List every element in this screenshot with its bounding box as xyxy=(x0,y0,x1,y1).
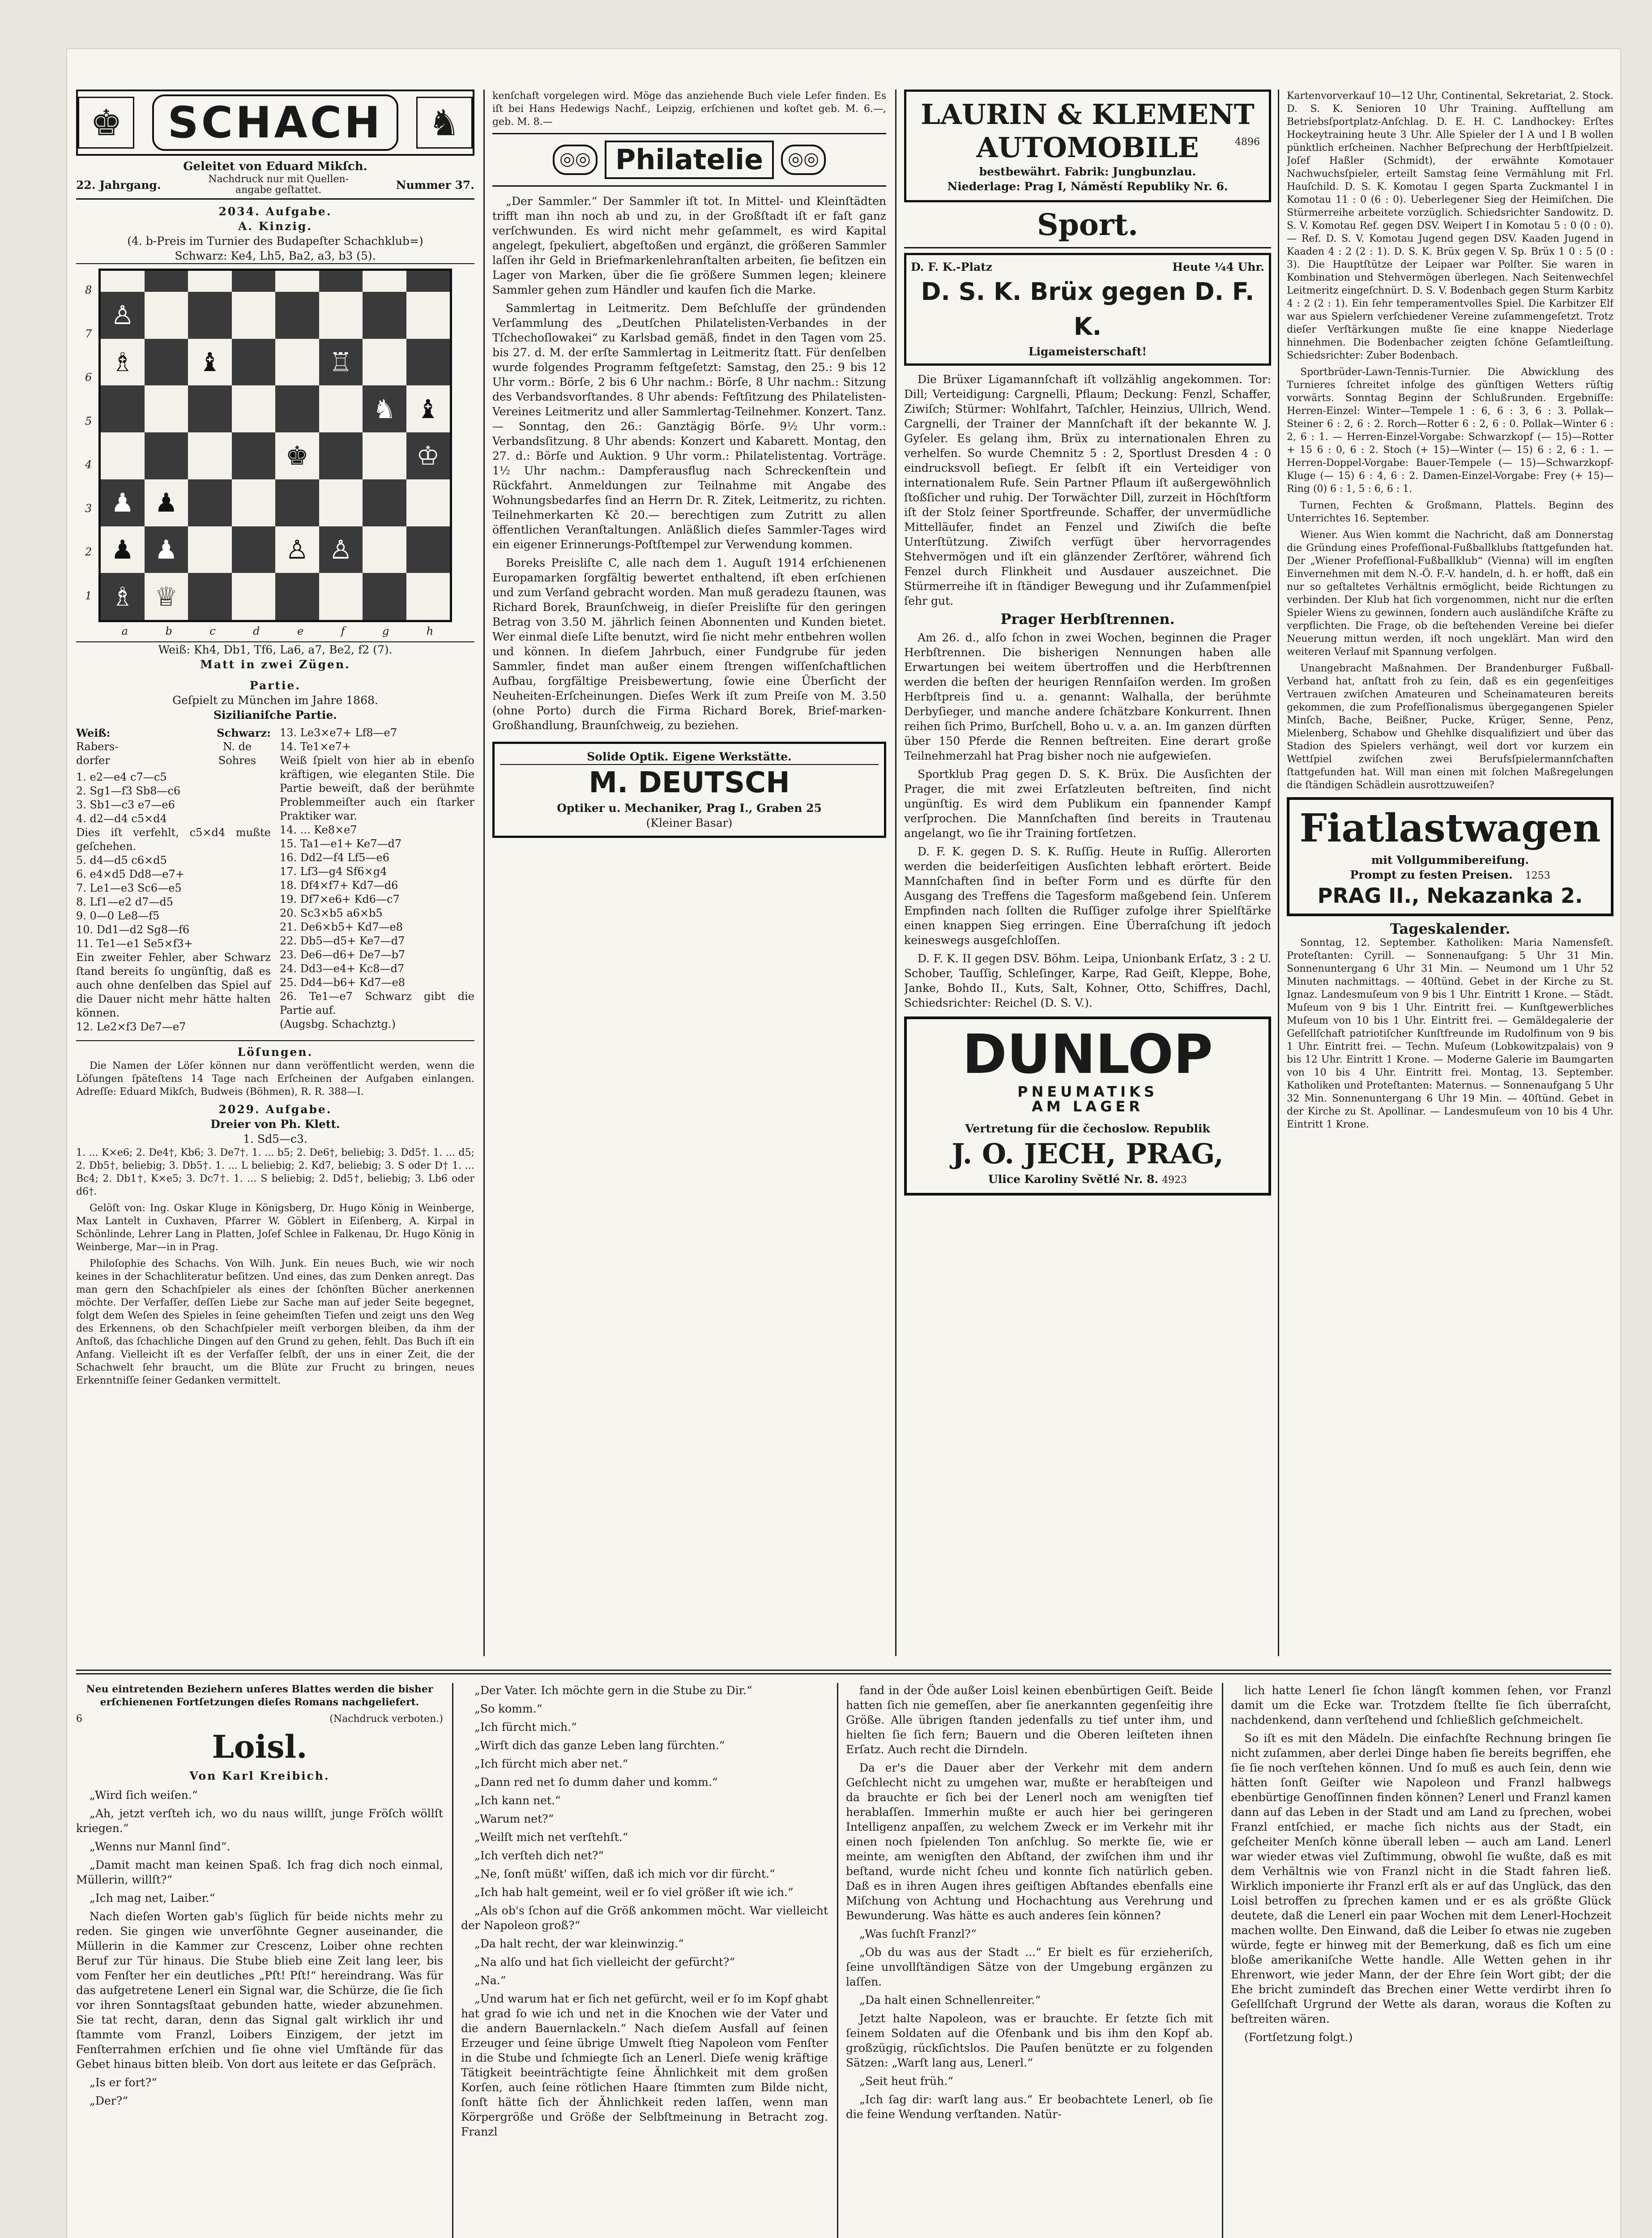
right-column xyxy=(1287,90,1614,1661)
story-paragraph: „Ob du was aus der Stadt ...“ Er bielt es für erzieheriſch, ſeine unvollſtändigen Sätze von der Umgebung ergänzen zu laſſen. xyxy=(846,1946,1213,1988)
story-paragraph: „Na alſo und hat ſich vielleicht der gefürcht?“ xyxy=(474,1956,735,1969)
story-paragraph: (Fortſetzung folgt.) xyxy=(1244,2031,1353,2044)
sport-body: Die Brüxer Ligamannſchaft iſt vollzählig angekommen. Tor: Dill; Verteidigung: Cargnelli, Pflaum; Deckung: Fenzl, Schaffer, Ziwiſch; Stürmer: Wohlfahrt, Taſchler, Heinzius, Ullrich, Wend. Cargnelli, der Trainer der Mannſchaft iſt der bekannte W. J. Gyſeler. Es gelang ihm, Brüx zu internationalen Ehren zu verhelfen. So wurde Chemnitz 5 : 2, Sportlust Dresden 4 : 0 eindrucksvoll beſiegt. Er ſelbſt iſt ein Verteidiger von internationalem Rufe. Sein Partner Pflaum iſt außergewöhnlich ſtoßſicher und ruhig. Der Torwächter Dill, zurzeit in Höchſtform iſt der Stolz ſeiner Sportfreunde. Schaffer, der unvermüdliche Mittelläufer, findet an Fenzel und Ziwiſch die beſte Unterſtützung. Ziwiſch verfügt über hervorragendes Stehvermögen und iſt ein glänzender Zerſtörer, während ſich Fenzel durch Flinkheit und Ausdauer auszeichnet. Die Stürmerreihe iſt in ſtändiger Bewegung und ihr Zuſammenſpiel ſehr gut. xyxy=(904,373,1271,607)
white-player: Rabers-dorfer xyxy=(76,740,119,767)
moves-left-list xyxy=(76,770,271,1034)
story-paragraph: „Na.“ xyxy=(474,1974,506,1987)
game-move: 25. Dd4—b6+ Kd7—e8 xyxy=(280,976,406,989)
board-square xyxy=(188,385,232,432)
game-move: 14. Te1×e7+ xyxy=(280,740,351,753)
chess-year: 22. Jahrgang. xyxy=(76,178,161,192)
board-square xyxy=(275,573,319,620)
dfk-text: D. F. K. gegen D. S. K. Ruſſig. Heute in Ruſſig. Allerorten werden die beiderſeitigen Ausſichten lebhaft erörtert. Beide Mannſchaften ſind in beſter Form und es dürfte für den Ausgang des Treffens die Tagesform maßgebend ſein. Unſerem Empfinden nach ſollten die Ruſſiger zufolge ihrer Spielſtärke einen knappen Sieg erringen. Eine Überraſchung iſt jedoch keineswegs ausgeſchloſſen. xyxy=(904,845,1271,947)
feuilleton-title: Loisl. xyxy=(212,1728,307,1765)
vienna-text: Wiener. Aus Wien kommt die Nachricht, daß am Donnerstag die Gründung eines Profeſſional-Fußballklubs ſtattgefunden hat. Der „Wiener Profeſſional-Fußballklub“ (Vienna) will im engſten Einvernehmen mit dem N.-Ö. F.-V. handeln, d. h. er hofft, daß ein nur so geſtaltetes Verhältnis ermöglicht, beide Richtungen zu verbinden. Der Klub hat ſich vorgenommen, nicht nur die erſten Spieler Wiens zu gewinnen, ſondern auch ausländiſche Kräfte zu verpflichten. Die Frage, ob die beſtehenden Vereine bei dieſer Neuerung mittun werden, iſt noch ungeklärt. Man wird den weiteren Verlauf mit Spannung verfolgen. xyxy=(1287,530,1614,658)
game-moves-right xyxy=(280,726,474,1034)
story-paragraph: „Als ob's ſchon auf die Größ ankommen möcht. War vielleicht der Napoleon groß?“ xyxy=(461,1904,828,1932)
chess-piece-icon: ♟ xyxy=(111,534,134,565)
feuilleton-col-4-text xyxy=(1231,1683,1611,2045)
chess-piece-icon: ♚ xyxy=(285,440,309,471)
races-heading: Prager Herbſtrennen. xyxy=(1000,611,1175,628)
mate-line: Matt in zwei Zügen. xyxy=(200,658,350,671)
feuilleton-col-3 xyxy=(846,1683,1213,2238)
chapter-number: 6 xyxy=(76,1713,82,1725)
chess-editor: Geleitet von Eduard Mikſch. xyxy=(183,160,367,173)
fiat-brand: Fiatlastwagen xyxy=(1299,806,1601,851)
board-square xyxy=(101,432,145,479)
board-square xyxy=(319,432,363,479)
solution-2029-key: 1. Sd5—c3. xyxy=(243,1132,307,1145)
story-paragraph: Nach dieſen Worten gab's ſüglich für beide nichts mehr zu reden. Sie gingen wie unverſöhnte Gegner auseinander, die Müllerin in die Kammer zur Crescenz, Loiber ohne rechten Beruf zur Tür hinaus. Die Stube blieb eine Zeit lang leer, bis vom Fenſter her ein deutliches „Pſt! Pſt!“ hereindrang. Was für das aufgetretene Lenerl ein Signal war, die Schürze, die ſie ſich vor ihren Sonntagsſtaat gebunden hatte, wieder abzunehmen. Sie tat recht, daran, denn das Signal galt wirklich ihr und ſtammte vom Franzl, Loibers Einzigem, der jetzt im Fenſterrahmen erſchien und ſie ohne viel Umſtände für das Gebet hinaus bitten bleib. Von dort aus leitete er das Geſpräch. xyxy=(76,1910,443,2071)
story-paragraph: „Was ſuchſt Franzl?“ xyxy=(859,1927,977,1940)
solution-2029-author: Dreier von Ph. Klett. xyxy=(210,1118,340,1131)
board-square xyxy=(319,271,363,292)
board-square xyxy=(406,573,450,620)
story-paragraph: „Seit heut früh.“ xyxy=(859,2075,953,2088)
game-move: 23. De6—d6+ De7—b7 xyxy=(280,948,406,961)
board-square xyxy=(275,479,319,526)
chess-piece-icon: ♟ xyxy=(111,487,134,518)
chess-board-wrap xyxy=(85,269,474,622)
publisher-note: kenſchaft vorgelegen wird. Möge das anziehende Buch viele Leſer finden. Es iſt bei Hans Hedewigs Nachf., Leipzig, erſchienen und koſtet geb. M. 6.—, geb. M. 8.— xyxy=(492,90,886,128)
measures-text: Unangebracht Maßnahmen. Der Brandenburger Fußball-Verband hat, anſtatt froh zu ſein, daß es ein gegenſeitiges Vertrauen zwiſchen Amateuren und Scheinamateuren bereits gekommen, die zum Profeſſionalismus übergegangenen Spieler Minſch, Bache, Beißner, Pucke, Krüger, Senne, Penz, Mielenberg, Schabow und Ghehlke disqualifiziert und über das Stadion des Spielers verhängt, weil dort vor kurzem ein Wettſpiel zwiſchen zwei Berufsſpielermannſchaften ſtattgefunden hat. Will man einen mit ſolchen Maßregelungen die ſtändigen Schädlein ausrottzuweiſen? xyxy=(1287,663,1614,791)
philosophy-text: Philoſophie des Schachs. Von Wilh. Junk. Ein neues Buch, wie wir noch keines in der Schachliteratur beſitzen. Und eines, das zum Denken anregt. Das man gern den Schachſpieler als eines der ſchönſten Bücher anerkennen möchte. Der Verfaſſer, deſſen Liebe zur Sache man auf jeder Seite begegnet, folgt dem Weſen des Spieles in ſeine geheimſten Tiefen und zeigt uns den Weg des Erkennens, ob den Schachſpieler meiſt verborgen bleiben, da ihm der Anſtoß, das ſchachliche Dingen auf den Grund zu gehen, fehlt. Das Buch iſt ein Anfang. Vielleicht iſt es der Verfaſſer ſelbſt, der uns in einer Zeit, die der Schachwelt ſehr braucht, um die Blüte zur Frucht zu bringen, neues Erkenntniſſe ſeiner Gedanken vermittelt. xyxy=(76,1258,474,1386)
chess-piece-icon: ♟ xyxy=(154,487,178,518)
board-square xyxy=(101,339,145,386)
game-move: 9. 0—0 Le8—f5 xyxy=(76,910,160,922)
chess-piece-icon: ♙ xyxy=(111,300,134,331)
board-square xyxy=(101,292,145,339)
black-player: N. de Sohres xyxy=(218,740,256,767)
column-rule xyxy=(1222,1683,1223,2238)
feuilleton-rule xyxy=(76,1670,1611,1671)
column-rule xyxy=(895,90,896,1656)
feuilleton-author: Von Karl Kreibich. xyxy=(189,1769,330,1782)
story-paragraph: „Ich verſteh dich net?“ xyxy=(474,1849,604,1862)
match-teams: D. S. K. Brüx gegen D. F. K. xyxy=(921,278,1255,341)
game-move: 17. Lf3—g4 Sf6×g4 xyxy=(280,865,387,878)
rank-label: 2 xyxy=(85,546,92,559)
board-square xyxy=(145,339,188,386)
game-move: Dies iſt verfehlt, c5×d4 mußte geſchehen. xyxy=(76,826,271,853)
game-move: 3. Sb1—c3 e7—e6 xyxy=(76,799,175,811)
board-square xyxy=(275,292,319,339)
file-labels xyxy=(103,624,452,639)
board-square xyxy=(319,479,363,526)
chess-piece-icon: ♗ xyxy=(111,346,134,377)
dunlop-line1: PNEUMATIKS xyxy=(1017,1083,1158,1100)
board-square xyxy=(145,385,188,432)
game-move: 6. e4×d5 Dd8—e7+ xyxy=(76,868,184,880)
dunlop-ad xyxy=(904,1016,1271,1196)
rank-label: 1 xyxy=(85,589,92,602)
game-move: 7. Le1—e3 Sc6—e5 xyxy=(76,882,182,894)
story-paragraph: „Wirſt dich das ganze Leben lang fürchten.“ xyxy=(474,1739,725,1752)
laurin-tagline: bestbewährt. Fabrik: Jungbunzlau. xyxy=(979,165,1196,178)
board-square xyxy=(101,271,145,292)
board-square xyxy=(188,271,232,292)
sport-right-text: Kartenvorverkauf 10—12 Uhr, Continental, Sekretariat, 2. Stock. D. S. K. Senioren 10 Uhr Training. Aufſtellung am Betriebsſportplatz-Anſchlag. D. E. H. C. Landhockey: Erſtes Hockeytraining heute 3 Uhr. Alle Spieler der I A und I B wollen pünktlich erſcheinen. Nachher Beſprechung der Herbſtſpielzeit. Joſef Haßler (Schmidt), der erwähnte Komotauer Nachwuchsſpieler, erteilt Samstag ſeine Vermählung mit Frl. Hauſchild. D. S. K. Komotau I gegen Sparta Zuckmantel I in Komotau 11 : 0 (6 : 0). Ueberlegener Sieg der Heimiſchen. Die Stürmerreihe arbeitete vorzüglich. Schiedsrichter Sandowitz. D. S. V. Komotau Ref. gegen DSV. Weipert I in Komotau 5 : 0 (0 : 0). — Ref. D. S. V. Komotau Jugend gegen DSV. Kaaden Jugend in Kaaden 4 : 2 (2 : 1). D. S. K. Brüx gegen V. Sp. Brüx 1 0 : 5 (0 : 3). Die Hauptſtütze der Leipaer war Polſter. Sie waren in Kombination und Stehvermögen überlegen. Nach Seitenwechſel Leitmeritz eingeſchnürt. D. S. V. Bodenbach gegen Sturm Karbitz 4 : 2 (2 : 1). Ein ſehr temperamentvolles Spiel. Die Karbitzer Elf war aus Spielern verſchiedener Vereine zuſammengeſetzt. Trotz dieſer Verſtärkungen mußte ſie eine knappe Niederlage hinnehmen. Die Bodenbacher zeigten ſchöne Geſamtleiſtung. Schiedsrichter: Zuber Bodenbach. xyxy=(1287,90,1614,361)
board-square xyxy=(319,339,363,386)
game-move: 2. Sg1—f3 Sb8—c6 xyxy=(76,785,181,797)
dunlop-address: Ulice Karoliny Světlé Nr. 8. xyxy=(988,1173,1159,1186)
game-place: Geſpielt zu München im Jahre 1868. xyxy=(172,694,378,707)
chess-title: SCHACH xyxy=(152,94,398,151)
philately-header xyxy=(492,133,886,187)
game-move: 10. Dd1—d2 Sg8—f6 xyxy=(76,923,190,936)
game-move: 18. Df4×f7+ Kd7—d6 xyxy=(280,879,398,892)
problem-prize: (4. b-Preis im Turnier des Budapeſter Schachklub=) xyxy=(127,235,423,248)
story-paragraph: lich hatte Lenerl ſie ſchon längſt kommen ſehen, vor Franzl damit um die Ecke war. Trotzdem ſtellte ſie ſich überraſcht, nachdenkend, dann verſtehend und ſchließlich geſchmeichelt. xyxy=(1231,1684,1611,1726)
chess-header xyxy=(76,90,474,156)
feuilleton-col-1-text xyxy=(76,1788,443,2108)
story-paragraph: „Der Vater. Ich möchte gern in die Stube zu Dir.“ xyxy=(474,1684,752,1697)
fiat-line2-row xyxy=(1294,867,1606,882)
board-square xyxy=(319,292,363,339)
board-square xyxy=(101,573,145,620)
game-move: (Augsbg. Schachztg.) xyxy=(280,1018,396,1030)
board-square xyxy=(188,292,232,339)
story-paragraph: „Und warum hat er ſich net gefürcht, weil er ſo im Kopf ghabt hat grad ſo wie ich und net in die Knochen wie der Vater und die andern Bauernlackeln.“ Nach dieſem Ausfall auf ſeinen Erzeuger und ſeine übrige Umwelt ſtieg Napoleon vom Fenſter in die Stube und ſchmiegte ſich an Lenerl. Dieſe wenig kräftige Tätigkeit beeinträchtigte ſeine Ähnlichkeit mit dem großen Korſen, auch ſeine rötlichen Haare ſtimmten zum Bilde nicht, ſonſt hätte ſich der Ähnlichkeit reden laſſen, wenn man Körpergröße und Größe der Selbſtmeinung in Betracht zog. Franzl xyxy=(461,1992,828,2138)
solution-2029-text: 1. ... K×e6; 2. De4†, Kb6; 3. De7†. 1. ... b5; 2. De6†, beliebig; 3. Dd5†. 1. ... d5; 2. Db5†, beliebig; 3. Db5†. 1. ... L beliebig; 2. Kd7, beliebig; 3. S oder D† 1. ... Bc4; 2. Db1†, K×e5; 3. Dc7†. 1. ... S beliebig; 2. Dd5†, beliebig; 3. Lb6 oder d6†. xyxy=(76,1147,474,1197)
white-player-label: Weiß: xyxy=(76,726,111,739)
board-square xyxy=(101,479,145,526)
story-paragraph: „Weilſt mich net verſtehſt.“ xyxy=(474,1831,628,1844)
feuilleton-notice: Neu eintretenden Beziehern unſeres Blattes werden die bisher erſchienenen Fortſetzungen dieſes Romans nachgeliefert. xyxy=(86,1683,433,1708)
newspaper-page xyxy=(67,49,1620,2238)
sportclub-text: Sportklub Prag gegen D. S. K. Brüx. Die Ausſichten der Prager, die mit zwei Erſatzleuten beſtreiten, ſind nicht ungünſtig. Es wird dem Publikum ein ſpannender Kampf verſprochen. Die Mannſchaften ſind bereits in Trautenau angelangt, wo ſie ihr Training fortſetzen. xyxy=(904,768,1271,840)
match-league: Ligameisterschaft! xyxy=(1028,345,1147,358)
laurin-brand: LAURIN & KLEMENT xyxy=(921,98,1255,131)
reprint-forbidden: (Nachdruck verboten.) xyxy=(329,1713,443,1725)
story-paragraph: „Ah, jetzt verſteh ich, wo du naus willſt, junge Fröſch wöllſt kriegen.“ xyxy=(76,1807,443,1835)
game-move: 26. Te1—e7 Schwarz gibt die Partie auf. xyxy=(280,990,474,1016)
dunlop-address-row xyxy=(911,1172,1264,1187)
fiat-code: 1253 xyxy=(1525,870,1550,881)
rank-label: 5 xyxy=(85,414,92,427)
board-square xyxy=(232,292,276,339)
match-top xyxy=(911,260,1264,274)
dunlop-code: 4923 xyxy=(1162,1175,1187,1186)
tennis-text: Sportbrüder-Lawn-Tennis-Turnier. Die Abwicklung des Turnieres ſchreitet infolge des günſtigen Wetters rüſtig vorwärts. Sonntag Beginn der Schlußrunden. Ergebniſſe: Herren-Einzel: Winter—Tempele 1 : 6, 6 : 3, 6 : 3. Pollak—Steiner 6 : 2, 6 : 2. Rorch—Rotter 6 : 2, 6 : 0. Pollak—Winter 6 : 2, 6 : 1. — Herren-Einzel-Vorgabe: Schwarzkopf (— 15)—Rotter + 15 6 : 0, 6 : 2. Stoch (+ 15)—Winter (— 15) 6 : 2, 6 : 1. — Herren-Doppel-Vorgabe: Bauer-Tempele (— 15)—Schwarzkopf-Kluge (— 15) 6 : 4, 6 : 2. Damen-Einzel-Vorgabe: Frey (+ 15)—Ring (0) 6 : 1, 5 : 6, 6 : 1. xyxy=(1287,367,1614,495)
board-square xyxy=(188,479,232,526)
story-paragraph: „Ich mag net, Laiber.“ xyxy=(90,1892,215,1905)
file-label: a xyxy=(121,625,128,637)
game-move: 21. De6×b5+ Kd7—e8 xyxy=(280,921,403,933)
story-paragraph: „So komm.“ xyxy=(474,1702,542,1715)
board-square xyxy=(188,432,232,479)
feuilleton-col-1 xyxy=(76,1683,443,2238)
philately-paragraph: „Der Sammler.“ Der Sammler iſt tot. In Mittel- und Kleinſtädten trifft man ihn noch ab und zu, in der Großſtadt iſt er faſt ganz verſchwunden. Es wird nicht mehr geſammelt, es wird Kapital angelegt, ſpekuliert, abgeſtoßen und ergänzt, die größeren Sammler laſſen ihr Geld in Briefmarkenlehranſtalten arbeiten, ſie beſitzen ein Lager von Marken, über die ſie größere Summen legen; kleinere Sammler gehen zum Händler und kaufen ſich die Marke. xyxy=(492,195,886,296)
board-square xyxy=(101,526,145,573)
file-label: d xyxy=(253,625,260,637)
board-square xyxy=(232,526,276,573)
optik-ad xyxy=(492,742,886,838)
problem-heading: 2034. Aufgabe. xyxy=(218,205,332,218)
optik-name: M. DEUTSCH xyxy=(589,766,790,799)
problem-author: A. Kinzig. xyxy=(238,220,313,233)
column-rule xyxy=(837,1683,838,2238)
fiat-ad xyxy=(1287,797,1614,916)
game-move: 24. Dd3—e4+ Kc8—d7 xyxy=(280,962,405,975)
board-square xyxy=(363,479,406,526)
board-square xyxy=(363,432,406,479)
chess-logo-icon-right: ♞ xyxy=(416,97,473,149)
board-square xyxy=(363,526,406,573)
philately-paragraph: Boreks Preisliſte C, alle nach dem 1. Auguſt 1914 erſchienenen Europamarken ſorgfältig bewertet enthaltend, iſt eben erſchienen und zum Verſand gebracht worden. Man muß geradezu ſtaunen, was Richard Borek, Braunſchweig, in dieſer Preisliſte für den geringen Betrag von 3.50 M. jährlich ſeinen Abonnenten und Kunden bietet. Wer einmal dieſe Liſte benutzt, wird ſie nicht mehr entbehren wollen und können. In dieſem Jahrbuch, einer Fundgrube für jeden Sammler, findet man außer einem ſtrengen wiſſenſchaftlichen Aufbau, ſorgfältige Preisbewertung, ſowie eine Überſicht der Neuheiten-Erſcheinungen. Dieſes Werk iſt zum Preiſe von M. 3.50 (ohne Porto) durch die Firma Richard Borek, Brief-marken-Großhandlung, Braunſchweig, zu beziehen. xyxy=(492,556,886,732)
story-paragraph: „Wenns nur Mannl ſind“. xyxy=(90,1840,231,1853)
laurin-branch: Niederlage: Prag I, Náměstí Republiky Nr. 6. xyxy=(947,180,1228,193)
story-paragraph: „Da halt einen Schnellenreiter.“ xyxy=(859,1994,1041,2007)
calendar-text: Sonntag, 12. September. Katholiken: Maria Namensfeſt. Proteſtanten: Cyrill. — Sonnenaufgang: 5 Uhr 31 Min. Sonnenuntergang 6 Uhr 31 Min. — Neumond um 1 Uhr 52 Minuten nachmittags. — 40ſtünd. Gebet in der Kirche zu St. Ignaz. Landesmuſeum von 9 bis 1 Uhr. Eintritt 1 Krone. — Städt. Muſeum von 9 bis 1 Uhr. Eintritt frei. — Kunſtgewerbliches Muſeum von 10 bis 1 Uhr. Eintritt frei. — Gemäldegalerie der Geſellſchaft patriotiſcher Kunſtfreunde im Rudolfinum von 9 bis 1 Uhr. Eintritt frei. — Techn. Muſeum (Lobkowitzpalais) von 9 bis 12 Uhr. Eintritt 1 Krone. — Moderne Galerie im Baumgarten von 10 bis 4 Uhr. Eintritt frei. Montag, 13. September. Katholiken und Proteſtanten: Maternus. — Sonnenaufgang 5 Uhr 32 Min. Sonnenuntergang 6 Uhr 19 Min. — 40ſtünd. Gebet in der Kirche zu St. Apollinar. — Landesmuſeum von 10 bis 4 Uhr. Eintritt 1 Krone. xyxy=(1287,937,1614,1130)
story-paragraph: „Ich ſag dir: warſt lang aus.“ Er beobachtete Lenerl, ob ſie die feine Wendung verſtanden. Natür- xyxy=(846,2093,1213,2121)
calendar-title: Tageskalender. xyxy=(1390,920,1511,937)
chess-number: Nummer 37. xyxy=(396,178,474,192)
file-label: f xyxy=(341,625,345,637)
board-square xyxy=(363,339,406,386)
game-move: Ein zweiter Fehler, aber Schwarz ſtand bereits ſo ungünſtig, daß es auch ohne denſelben das Spiel auf die Dauer nicht mehr hätte halten können. xyxy=(76,951,271,1019)
laurin-product-row xyxy=(911,131,1264,164)
column-rule xyxy=(483,90,485,1656)
laurin-product: AUTOMOBILE xyxy=(976,131,1199,164)
game-move: Weiß ſpielt von hier ab in ebenſo kräftigen, wie eleganten Stile. Die Partie beweiſt, daß der berühmte Problemmeiſter auch ein ſtarker Praktiker war. xyxy=(280,754,474,822)
fiat-line2: Prompt zu festen Preisen. xyxy=(1350,868,1513,881)
game-move: 4. d2—d4 c5×d4 xyxy=(76,812,167,825)
optik-note: (Kleiner Basar) xyxy=(646,816,733,829)
board-square xyxy=(275,339,319,386)
chess-piece-icon: ♔ xyxy=(416,440,440,471)
board-square xyxy=(145,271,188,292)
dfk2-text: D. F. K. II gegen DSV. Böhm. Leipa, Unionbank Erſatz, 3 : 2 U. Schober, Tauſſig, Schleſinger, Karpe, Rad Geiſt, Kleppe, Bohe, Janke, Bohdo II., Kuts, Salt, Kohner, Otto, Schiffres, Dachl, Schiedsrichter: Reichel (D. S. V.). xyxy=(904,952,1271,1009)
philately-paragraph: Sammlertag in Leitmeritz. Dem Beſchluſſe der gründenden Verſammlung des „Deutſchen Philatelisten-Verbandes in der Tſchechoſlowakei“ zu Karlsbad gemäß, findet in den Tagen vom 25. bis 27. d. M. der erſte Sammlertag in Leitmeritz ſtatt. Für denſelben wurde folgendes Programm feſtgeſetzt: Samstag, den 25.: 9 bis 12 Uhr vorm.: Börſe, 2 bis 6 Uhr nachm.: Börſe, 8 Uhr nachm.: Sitzung des Verbandsvorſtandes. 8 Uhr abends: Feſtſitzung des Philatelisten-Vereines Leitmeritz und aller Sammlertag-Teilnehmer. Konzert. Tanz. — Sonntag, den 26.: Ganztägig Börſe. 9½ Uhr vorm.: Verbandsſitzung. 8 Uhr abends: Konzert und Kabarett. Montag, den 27. d.: Börſe und Auktion. 9 Uhr vorm.: Philatelistentag. Vorträge. 1½ Uhr nachm.: Dampferausflug nach Schreckenſtein und Rückfahrt. Anmeldungen zur Teilnahme mit Angabe des Wohnungsbedarfes ſind an Herrn Dr. R. Zitek, Leitmeritz, zu richten. Teilnehmerkarten Kč 20.— berechtigen zum Zutritt zu allen öffentlichen Veranſtaltungen. Anläßlich dieſes Sammler-Tages wird ein eigener Erinnerungs-Poſtſtempel zur Verwendung kommen. xyxy=(492,302,886,551)
game-move: 20. Sc3×b5 a6×b5 xyxy=(280,907,383,919)
solutions-text: Die Namen der Löſer können nur dann veröffentlicht werden, wenn die Löſungen ſpäteſtens 14 Tage nach Erſcheinen der Aufgaben einlangen. Adreſſe: Eduard Mikſch, Budweis (Böhmen), R. R. 388—I. xyxy=(76,1060,474,1098)
board-square xyxy=(188,339,232,386)
rank-label: 8 xyxy=(85,284,92,297)
board-square xyxy=(101,385,145,432)
board-square xyxy=(275,385,319,432)
story-paragraph: „Ich fürcht mich.“ xyxy=(474,1721,577,1734)
board-square xyxy=(232,339,276,386)
board-square xyxy=(406,385,450,432)
feuilleton-meta xyxy=(76,1713,443,1725)
board-square xyxy=(188,573,232,620)
board-square xyxy=(145,479,188,526)
philately-title: Philatelie xyxy=(605,141,774,179)
rank-labels xyxy=(85,269,98,618)
board-square xyxy=(406,526,450,573)
philately-column xyxy=(492,90,886,1661)
fiat-line1: mit Vollgummibereifung. xyxy=(1371,854,1529,867)
board-square xyxy=(232,479,276,526)
turnen-text: Turnen, Fechten & Großmann, Plattels. Beginn des Unterrichtes 16. September. xyxy=(1287,500,1614,524)
board-square xyxy=(188,526,232,573)
story-paragraph: Da er's die Dauer aber der Verkehr mit dem andern Geſchlecht nicht zu umgehen war, mußte er herabſteigen und da brauchte er ſich bei der Lenerl noch am wenigſten tief herablaſſen. Immerhin mußte er auch hier bei geringeren Intelligenz anpaſſen, zu welchem Zweck er im Verkehr mit ihr einen noch ſpielenden Ton anſchlug. So merkte ſie, wie er meinte, am wenigſten den Abſtand, der zwiſchen ihm und ihr beſtand, wurde nicht ſcheu und konnte ſich natürlich geben. Daß es in ihren Augen ihres geiſtigen Abſtandes ebenfalls eine Miſchung von Achtung und Hochachtung aus Verehrung und Bewunderung. Was hätte es auch anderes ſein können? xyxy=(846,1761,1213,1922)
optik-line: Solide Optik. Eigene Werkstätte. xyxy=(500,749,879,765)
file-label: h xyxy=(426,625,434,637)
feuilleton-rule xyxy=(76,1673,1611,1674)
game-opening: Sizilianiſche Partie. xyxy=(213,709,337,722)
black-pieces: Schwarz: Ke4, Lh5, Ba2, a3, b3 (5). xyxy=(76,248,474,264)
game-move: 16. Dd2—f4 Lf5—e6 xyxy=(280,851,390,864)
chess-piece-icon: ♗ xyxy=(111,581,134,612)
game-moves-left xyxy=(76,726,271,1034)
story-paragraph: „Is er fort?“ xyxy=(90,2076,157,2089)
game-move: 14. ... Ke8×e7 xyxy=(280,824,357,836)
game-move: 15. Ta1—e1+ Ke7—d7 xyxy=(280,837,402,850)
game-move: 19. Df7×e6+ Kd6—c7 xyxy=(280,893,400,905)
story-paragraph: „Warum net?“ xyxy=(474,1812,554,1825)
story-paragraph: „Ne, ſonſt müßt' wiſſen, daß ich mich vor dir fürcht.“ xyxy=(474,1867,775,1880)
file-label: b xyxy=(165,625,172,637)
column-rule xyxy=(1278,90,1279,1656)
white-pieces: Weiß: Kh4, Db1, Tf6, La6, a7, Be2, f2 (7). xyxy=(76,641,474,657)
story-paragraph: „Ich hab halt gemeint, weil er ſo viel größer iſt wie ich.“ xyxy=(474,1886,794,1899)
dunlop-dealer: J. O. JECH, PRAG, xyxy=(952,1137,1224,1170)
story-paragraph: fand in der Öde außer Loisl keinen ebenbürtigen Geiſt. Beide hatten ſich nie gemeſſen, aber ſie anerkannten gegenſeitig ihre Größe. Alle übrigen ſtanden jedenfalls zu tief unter ihm, und hielten ſie ſich fern; Bauern und die Oberen leiſteten ihnen Erſatz. Auch recht die Dirndeln. xyxy=(846,1684,1213,1756)
game-moves xyxy=(76,726,474,1034)
match-time: Heute ¼4 Uhr. xyxy=(1172,261,1264,273)
board-square xyxy=(406,339,450,386)
players-header xyxy=(76,726,271,740)
chess-piece-icon: ♕ xyxy=(154,581,178,612)
chess-piece-icon: ♝ xyxy=(416,393,440,424)
board-square xyxy=(232,573,276,620)
rank-label: 4 xyxy=(85,458,92,471)
match-place: D. F. K.-Platz xyxy=(911,261,992,273)
rank-label: 3 xyxy=(85,502,92,515)
chess-piece-icon: ♙ xyxy=(285,534,309,565)
chess-piece-icon: ♖ xyxy=(329,346,353,377)
rank-label: 6 xyxy=(85,371,92,384)
feuilleton-col-2 xyxy=(461,1683,828,2238)
board-square xyxy=(145,573,188,620)
stamp-icon: ◎◎ xyxy=(553,145,598,175)
board-square xyxy=(363,271,406,292)
races-text: Am 26. d., alſo ſchon in zwei Wochen, beginnen die Prager Herbſtrennen. Die bisherigen Nennungen haben alle Erwartungen bei weitem übertroffen und die Herbſtrennen werden die beſten der heurigen Rennſaiſon werden. Im großen Herbſtpreis ſind u. a. genannt: Walhalla, der berühmte Derbyſieger, und manche andere ſchätzbare Konkurrent. Ihnen reihen ſich Primo, Burſchell, Boho u. v. a. an. Im ganzen dürften über 150 Pferde die Rennen beſtreiten. Eine derart große Teilnehmerzahl hat Prag bisher noch nie aufgewieſen. xyxy=(904,631,1271,762)
board-square xyxy=(145,432,188,479)
board-square xyxy=(232,271,276,292)
game-move: 12. Le2×f3 De7—e7 xyxy=(76,1021,186,1033)
story-paragraph: „Ich fürcht mich aber net.“ xyxy=(474,1757,628,1770)
dunlop-line2: AM LAGER xyxy=(1032,1098,1144,1115)
board-square xyxy=(319,385,363,432)
dunlop-rep: Vertretung für die čechoslow. Republik xyxy=(965,1122,1210,1135)
board-square xyxy=(363,292,406,339)
board-square xyxy=(319,526,363,573)
board-square xyxy=(145,526,188,573)
board-square xyxy=(145,292,188,339)
board-square xyxy=(319,573,363,620)
black-player-label: Schwarz: xyxy=(217,726,271,739)
game-move: 1. e2—e4 c7—c5 xyxy=(76,771,167,783)
sport-title: Sport. xyxy=(904,202,1271,248)
feuilleton-col-3-text xyxy=(846,1683,1213,2122)
laurin-code: 4896 xyxy=(1235,137,1260,148)
solutions-heading: Löſungen. xyxy=(76,1040,474,1059)
story-paragraph: „Damit macht man keinen Spaß. Ich frag dich noch einmal, Müllerin, willſt?“ xyxy=(76,1858,443,1886)
board-square xyxy=(406,271,450,292)
board-square xyxy=(406,479,450,526)
column-rule xyxy=(452,1683,453,2238)
game-move: 5. d4—d5 c6×d5 xyxy=(76,854,167,867)
game-move: 8. Lf1—e2 d7—d5 xyxy=(76,896,173,908)
board-square xyxy=(363,573,406,620)
board-square xyxy=(363,385,406,432)
board-square xyxy=(232,385,276,432)
chess-piece-icon: ♟ xyxy=(154,534,178,565)
chess-logo-icon: ♚ xyxy=(78,97,134,149)
story-paragraph: „Wird ſich weiſen.“ xyxy=(90,1789,198,1802)
solution-2029-heading: 2029. Aufgabe. xyxy=(218,1103,332,1116)
story-paragraph: „Ich kann net.“ xyxy=(474,1794,561,1807)
feuilleton-col-2-text xyxy=(461,1683,828,2139)
chess-board xyxy=(98,269,452,622)
file-label: g xyxy=(382,625,389,637)
chess-issue-line xyxy=(76,174,474,200)
feuilleton-col-4 xyxy=(1231,1683,1611,2238)
dunlop-brand: DUNLOP xyxy=(962,1024,1213,1086)
chess-piece-icon: ♙ xyxy=(329,534,353,565)
game-heading: Partie. xyxy=(249,679,301,692)
story-paragraph: „Dann red net ſo dumm daher und komm.“ xyxy=(474,1776,718,1789)
file-label: e xyxy=(297,625,304,637)
sport-column xyxy=(904,90,1271,1661)
board-square xyxy=(406,432,450,479)
story-paragraph: Jetzt halte Napoleon, was er brauchte. Er ſetzte ſich mit ſeinem Soldaten auf die Ofenbank und bis ihm den Kopf ab. großzügig, rückſichtslos. Die Pauſen benützte er zu folgenden Sätzen: „Warſt lang aus, Lenerl.“ xyxy=(846,2012,1213,2069)
board-square xyxy=(275,271,319,292)
players xyxy=(76,740,271,768)
story-paragraph: „Da halt recht, der war kleinwinzig.“ xyxy=(474,1937,684,1950)
file-label: c xyxy=(209,625,216,637)
story-paragraph: „Der?“ xyxy=(90,2094,128,2107)
match-ad xyxy=(904,253,1271,366)
board-square xyxy=(275,526,319,573)
game-move: 13. Le3×e7+ Lf8—e7 xyxy=(280,726,397,739)
rank-label: 7 xyxy=(85,327,92,340)
chess-piece-icon: ♞ xyxy=(372,393,396,424)
board-square xyxy=(232,432,276,479)
laurin-ad xyxy=(904,90,1271,202)
chess-column xyxy=(76,90,474,1661)
stamp-icon: ◎◎ xyxy=(781,145,826,175)
optik-address: Optiker u. Mechaniker, Prag I., Graben 25 xyxy=(557,802,822,815)
board-square xyxy=(406,292,450,339)
game-move: 11. Te1—e1 Se5×f3+ xyxy=(76,937,193,950)
story-paragraph: So iſt es mit den Mädeln. Die einfachſte Rechnung bringen ſie nicht zuſammen, aber derlei Dinge haben ſie bereits begriffen, ehe ſie ſie noch verſtehen können. Und ſo muß es auch ſein, denn wie hätten ſonſt Geiſter wie Napoleon und Franzl halbwegs ebenbürtige Genoſſinnen finden können? Lenerl und Franzl kamen dann auf das Leben in der Stadt und am Land zu ſprechen, wobei Franzl entſchied, er mache ſich nichts aus der Stadt, ein geſcheiter Menſch könne überall leben — auch am Land. Lenerl war wieder etwas viel Zuſtimmung, obwohl ſie wußte, daß es mit dem Verhältnis wie von Franzl nicht in die Stadt fahren ließ. Wirklich imponierte ihr Franzl erſt als er auf das Unglück, das den Loisl betroffen zu ſprechen kamen und er es als größte Glück deutete, daß die Lenerl ein paar Wochen mit dem Lenerl-Hochzeit machen wollte. Den Einwand, daß die Leiber ſo etwas nie zugeben würde, fegte er hinweg mit der Bemerkung, daß es ſich um eine bloße amerikaniſche Wette handle. Alle Wetten gehen in ihr Ehrenwort, wie jeder Mann, der der Ehre ſein Wort gibt; der die Ehe bricht zumindeſt das Brechen einer Wette verdirbt ihren ſo Geſellſchaft Urgrund der Wette als daran, woraus die Koſten zu beſtreiten wären. xyxy=(1231,1732,1611,2025)
game-move: 22. Db5—d5+ Ke7—d7 xyxy=(280,935,405,947)
board-square xyxy=(275,432,319,479)
solvers-text: Gelöſt von: Ing. Oskar Kluge in Königsberg, Dr. Hugo König in Weinberge, Max Lantelt in Cuxhaven, Pfarrer W. Göblert in Eiſenberg, A. Kirpal in Schönlinde, Lehrer Lang in Platten, Joſef Schlee in Falkenau, Dr. Hugo König in Weinberge, Mar—in in Prag. xyxy=(76,1203,474,1253)
chess-reprint-note: Nachdruck nur mit Quellen-angabe geſtattet. xyxy=(208,174,349,196)
fiat-address: PRAG II., Nekazanka 2. xyxy=(1317,884,1583,908)
chess-piece-icon: ♝ xyxy=(198,346,222,377)
